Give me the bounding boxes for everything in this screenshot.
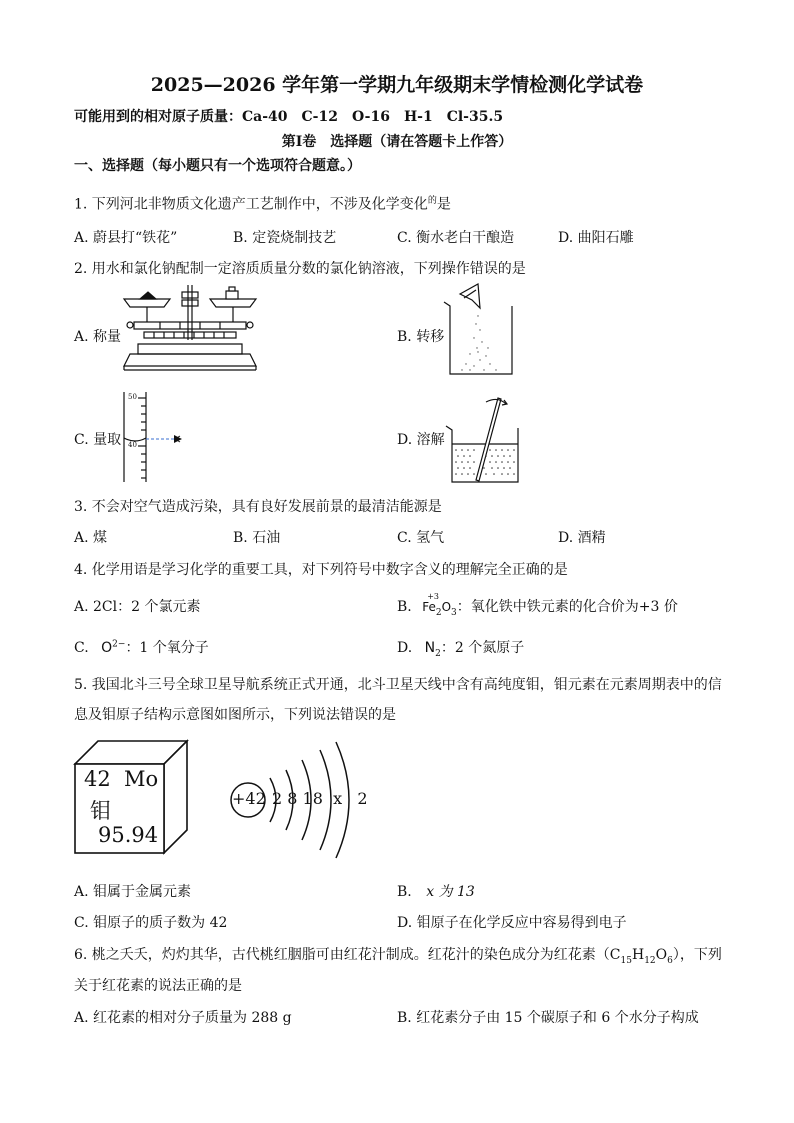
nitrogen-subscript: 2: [435, 648, 441, 659]
element-symbol: Mo: [124, 767, 159, 791]
fe-valence: +3: [427, 592, 439, 601]
balance-scale-illustration: [120, 282, 270, 382]
element-atomic-number: 42: [84, 767, 111, 791]
q4-option-b-text: ：氧化铁中铁元素的化合价为+3 价: [456, 599, 678, 615]
q6-stem-part2: ），下列: [672, 947, 722, 963]
q3-option-b: B. 石油: [233, 530, 281, 546]
q4-option-b-letter: B.: [397, 599, 412, 615]
q3-option-d: D. 酒精: [558, 530, 606, 546]
question-2-stem: 2. 用水和氯化钠配制一定溶质质量分数的氯化钠溶液，下列操作错误的是: [74, 261, 526, 277]
q2-option-a: A. 称量: [74, 329, 122, 345]
q4-option-c-letter: C.: [74, 640, 89, 656]
q4-option-b: [397, 592, 678, 618]
o-subscript: 3: [451, 607, 457, 618]
hydrogen-symbol: H: [631, 947, 645, 963]
element-name: 钼: [90, 799, 111, 823]
cylinder-mark-40: 40: [128, 441, 137, 449]
section-title: 一、选择题（每小题只有一个选项符合题意。）: [74, 158, 361, 174]
part-title: 第Ⅰ卷 选择题（请在答题卡上作答）: [281, 134, 513, 150]
oxide-ion-symbol: O: [101, 640, 113, 656]
q6-option-b: B. 红花素分子由 15 个碳原子和 6 个水分子构成: [397, 1010, 699, 1026]
q5-option-b-letter: B.: [397, 884, 412, 900]
q5-option-b: [397, 881, 475, 901]
q4-option-d-letter: D.: [397, 640, 413, 656]
q1-option-b: B. 定瓷烧制技艺: [233, 230, 337, 246]
fe2o3-formula: [422, 592, 457, 618]
q3-option-c: C. 氢气: [397, 530, 445, 546]
question-1-stem: [74, 193, 451, 214]
page-title: 2025—2026 学年第一学期九年级期末学情检测化学试卷: [150, 74, 644, 96]
q4-option-d: [397, 637, 524, 659]
pouring-transfer-illustration: [440, 282, 520, 382]
carbon-count: 15: [620, 955, 632, 966]
measuring-cylinder-illustration: [120, 392, 192, 484]
hydrogen-count: 12: [644, 955, 656, 966]
element-atomic-mass: 95.94: [98, 823, 159, 847]
q4-option-d-text: ：2 个氮原子: [440, 640, 525, 656]
q1-stem-sup: 的: [427, 196, 437, 206]
q1-stem-text: 1. 下列河北非物质文化遗产工艺制作中，不涉及化学变化: [74, 196, 428, 213]
o-symbol: O: [441, 600, 452, 614]
fe-subscript: 2: [435, 607, 442, 618]
cylinder-mark-50: 50: [128, 393, 137, 401]
dissolving-beaker-illustration: [446, 392, 526, 486]
q2-option-c: C. 量取: [74, 432, 122, 448]
q4-option-c-text: ：1 个氧分子: [125, 640, 209, 656]
q3-option-a: A. 煤: [74, 530, 108, 546]
question-6-stem-line2: 关于红花素的说法正确的是: [74, 978, 242, 994]
q1-option-a: A. 蔚县打“铁花”: [74, 230, 178, 246]
oxide-ion-charge: 2−: [112, 639, 126, 650]
q5-option-b-text: x 为 13: [426, 884, 475, 900]
q5-option-d: D. 钼原子在化学反应中容易得到电子: [397, 915, 627, 931]
question-3-stem: 3. 不会对空气造成污染，具有良好发展前景的最清洁能源是: [74, 499, 442, 515]
oxygen-count: 6: [667, 955, 673, 966]
q6-stem-part1: 6. 桃之夭夭，灼灼其华，古代桃红胭脂可由红花汁制成。红花汁的染色成分为红花素（C: [74, 947, 621, 963]
q1-option-c: C. 衡水老白干酿造: [397, 230, 515, 246]
electron-shells: 2 8 18 x 2: [272, 789, 368, 808]
q2-option-d: D. 溶解: [397, 432, 445, 448]
q2-option-b: B. 转移: [397, 329, 445, 345]
nitrogen-symbol: N: [424, 640, 436, 656]
question-5-stem-line2: 息及钼原子结构示意图如图所示，下列说法错误的是: [74, 707, 396, 723]
fe-symbol: Fe: [422, 600, 436, 614]
q1-stem-end: 是: [436, 196, 451, 213]
question-6-stem-line1: [74, 944, 722, 966]
q4-option-c: [74, 637, 209, 657]
q5-option-a: A. 钼属于金属元素: [74, 884, 192, 900]
q1-option-d: D. 曲阳石雕: [558, 230, 634, 246]
oxygen-symbol: O: [655, 947, 668, 963]
q6-option-a: A. 红花素的相对分子质量为 288 g: [74, 1010, 292, 1026]
atomic-masses: 可能用到的相对原子质量：Ca-40 C-12 O-16 H-1 Cl-35.5: [74, 109, 504, 125]
q4-option-a: A. 2Cl：2 个氯元素: [74, 599, 201, 615]
q5-option-c: C. 钼原子的质子数为 42: [74, 915, 228, 931]
nucleus-charge: +42: [232, 789, 266, 808]
question-4-stem: 4. 化学用语是学习化学的重要工具，对下列符号中数字含义的理解完全正确的是: [74, 562, 568, 578]
question-5-stem-line1: 5. 我国北斗三号全球卫星导航系统正式开通，北斗卫星天线中含有高纯度钼，钼元素在元素周期表中的信: [74, 677, 722, 693]
